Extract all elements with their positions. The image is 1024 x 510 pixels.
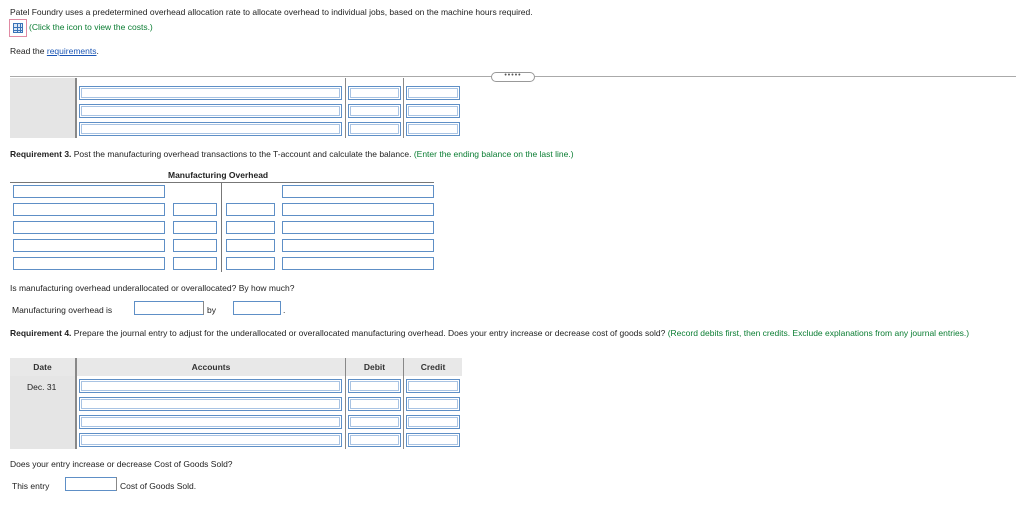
- requirements-link[interactable]: requirements: [46, 46, 97, 56]
- t-right-account-5[interactable]: [282, 257, 434, 270]
- t-right-amount-3[interactable]: [226, 239, 275, 252]
- read-requirements-line: [10, 46, 99, 56]
- increase-decrease-select[interactable]: [65, 477, 117, 491]
- journal-credit-input-3[interactable]: [406, 415, 460, 429]
- cogs-question: Does your entry increase or decrease Cost of Goods Sold?: [10, 459, 233, 469]
- problem-statement: Patel Foundry uses a predetermined overhead allocation rate to allocate overhead to individual jobs, based on the machine hours required.: [10, 7, 533, 17]
- top-debit-input-1[interactable]: [348, 86, 401, 100]
- read-prefix: Read the: [10, 46, 47, 56]
- t-left-amount-1[interactable]: [173, 203, 217, 216]
- journal-debit-divider: [345, 358, 346, 449]
- read-suffix: .: [96, 46, 99, 56]
- by-label: by: [207, 305, 216, 315]
- date-header: Date: [10, 358, 75, 376]
- top-account-input-3[interactable]: [79, 122, 342, 136]
- cogs-divider: [116, 477, 117, 491]
- t-right-account-3[interactable]: [282, 221, 434, 234]
- top-credit-input-3[interactable]: [406, 122, 460, 136]
- journal-account-input-4[interactable]: [79, 433, 342, 447]
- requirement-4-label: Requirement 4.: [10, 328, 72, 338]
- journal-credit-input-1[interactable]: [406, 379, 460, 393]
- journal-credit-input-2[interactable]: [406, 397, 460, 411]
- requirement-3-label: Requirement 3.: [10, 149, 72, 159]
- t-right-account-4[interactable]: [282, 239, 434, 252]
- this-entry-label: This entry: [12, 481, 50, 491]
- top-date-column: [10, 78, 75, 138]
- period: .: [283, 305, 286, 315]
- journal-debit-input-3[interactable]: [348, 415, 401, 429]
- top-table-divider: [75, 78, 77, 138]
- requirement-3-hint: (Enter the ending balance on the last line.): [413, 149, 574, 159]
- journal-credit-divider: [403, 358, 404, 449]
- t-left-account-5[interactable]: [13, 257, 165, 270]
- t-left-account-2[interactable]: [13, 203, 165, 216]
- top-credit-divider: [403, 78, 404, 138]
- costs-table-icon[interactable]: [9, 19, 27, 37]
- journal-account-input-1[interactable]: [79, 379, 342, 393]
- requirement-4-hint: (Record debits first, then credits. Exclude explanations from any journal entries.): [667, 328, 970, 338]
- top-debit-input-2[interactable]: [348, 104, 401, 118]
- allocation-question: Is manufacturing overhead underallocated or overallocated? By how much?: [10, 283, 295, 293]
- t-right-amount-1[interactable]: [226, 203, 275, 216]
- t-account-center-line: [221, 182, 222, 272]
- t-right-amount-4[interactable]: [226, 257, 275, 270]
- top-credit-input-2[interactable]: [406, 104, 460, 118]
- journal-account-input-2[interactable]: [79, 397, 342, 411]
- top-account-input-2[interactable]: [79, 104, 342, 118]
- top-debit-divider: [345, 78, 346, 138]
- requirement-4-text: [10, 328, 1010, 339]
- cogs-suffix: Cost of Goods Sold.: [120, 481, 197, 491]
- requirement-3-body: Post the manufacturing overhead transactions to the T-account and calculate the balance.: [71, 149, 414, 159]
- t-account-top-line: [10, 182, 434, 183]
- t-left-amount-4[interactable]: [173, 257, 217, 270]
- requirement-3-text: [10, 149, 574, 159]
- top-debit-input-3[interactable]: [348, 122, 401, 136]
- t-right-amount-2[interactable]: [226, 221, 275, 234]
- top-account-input-1[interactable]: [79, 86, 342, 100]
- journal-date-divider: [75, 358, 77, 449]
- allocation-select[interactable]: [134, 301, 204, 315]
- top-credit-input-1[interactable]: [406, 86, 460, 100]
- amount-input[interactable]: [233, 301, 281, 315]
- t-right-account-1[interactable]: [282, 185, 434, 198]
- journal-account-input-3[interactable]: [79, 415, 342, 429]
- journal-debit-input-4[interactable]: [348, 433, 401, 447]
- t-left-amount-2[interactable]: [173, 221, 217, 234]
- t-left-amount-3[interactable]: [173, 239, 217, 252]
- t-account-title: Manufacturing Overhead: [168, 170, 269, 180]
- requirement-4-body: Prepare the journal entry to adjust for the underallocated or overallocated manufacturing overhead. Does your entry increase or decrease cost of goods sold?: [71, 328, 668, 338]
- journal-credit-input-4[interactable]: [406, 433, 460, 447]
- accounts-header: Accounts: [77, 358, 345, 376]
- t-left-account-3[interactable]: [13, 221, 165, 234]
- t-left-account-4[interactable]: [13, 239, 165, 252]
- credit-header: Credit: [404, 358, 462, 376]
- icon-hint: (Click the icon to view the costs.): [29, 22, 153, 32]
- journal-debit-input-1[interactable]: [348, 379, 401, 393]
- debit-header: Debit: [346, 358, 403, 376]
- grid-icon: [13, 23, 23, 33]
- by-divider: [203, 301, 204, 315]
- journal-debit-input-2[interactable]: [348, 397, 401, 411]
- overhead-is-label: Manufacturing overhead is: [12, 305, 113, 315]
- expand-handle[interactable]: •••••: [491, 72, 535, 82]
- date-value: Dec. 31: [27, 382, 57, 392]
- t-left-account-1[interactable]: [13, 185, 165, 198]
- t-right-account-2[interactable]: [282, 203, 434, 216]
